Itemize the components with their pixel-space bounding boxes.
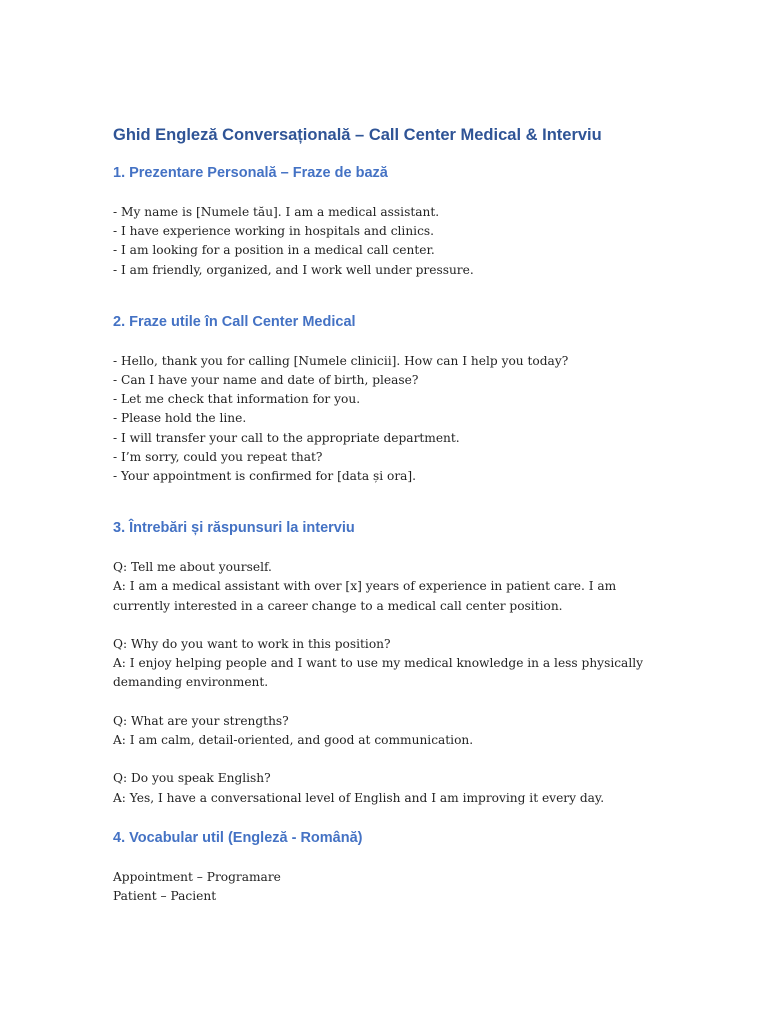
text-line: - I have experience working in hospitals and clinics. [113, 224, 435, 239]
section-heading-interview-qa: 3. Întrebări și răspunsuri la interviu [113, 520, 355, 537]
text-line: - My name is [Numele tău]. I am a medical assistant. [113, 205, 440, 219]
section-lines-personal-intro [113, 203, 668, 280]
qa-pair [113, 635, 668, 693]
question-text: Q: Tell me about yourself. [113, 560, 272, 575]
answer-text: A: I enjoy helping people and I want to use my medical knowledge in a less physically demanding environment. [113, 656, 643, 690]
qa-pair [113, 558, 668, 616]
qa-pair [113, 769, 668, 807]
qa-pair [113, 712, 668, 750]
text-line: - Let me check that information for you. [113, 392, 361, 407]
text-line: - I am looking for a position in a medical call center. [113, 243, 435, 258]
text-line: - Can I have your name and date of birth, please? [113, 373, 419, 388]
vocabulary-item: Patient – Pacient [113, 889, 217, 904]
text-line: - I am friendly, organized, and I work well under pressure. [113, 262, 474, 277]
section-heading-vocabulary: 4. Vocabular util (Engleză - Română) [113, 830, 363, 847]
section-heading-call-center-phrases: 2. Fraze utile în Call Center Medical [113, 313, 356, 330]
answer-text: A: I am calm, detail-oriented, and good at communication. [113, 733, 474, 748]
question-text: Q: Do you speak English? [113, 771, 271, 786]
vocabulary-item: Appointment – Programare [113, 870, 281, 885]
answer-text: A: Yes, I have a conversational level of English and I am improving it every day. [113, 790, 605, 805]
text-line: - I’m sorry, could you repeat that? [113, 449, 323, 464]
question-text: Q: What are your strengths? [113, 713, 289, 728]
section-lines-call-center-phrases [113, 352, 668, 486]
text-line: - Please hold the line. [113, 411, 247, 426]
answer-text: A: I am a medical assistant with over [x] years of experience in patient care. I am currently interested in a career change to a medical call center position. [113, 579, 617, 613]
text-line: - Your appointment is confirmed for [data și ora]. [113, 469, 417, 484]
section-heading-personal-intro: 1. Prezentare Personală – Fraze de bază [113, 165, 388, 181]
text-line: - Hello, thank you for calling [Numele clinicii]. How can I help you today? [113, 353, 569, 368]
document-title: Ghid Engleză Conversațională – Call Center Medical & Interviu [113, 126, 602, 144]
section-qa-interview [113, 558, 668, 808]
question-text: Q: Why do you want to work in this position? [113, 637, 391, 652]
text-line: - I will transfer your call to the appropriate department. [113, 430, 460, 445]
section-lines-vocabulary [113, 868, 668, 906]
